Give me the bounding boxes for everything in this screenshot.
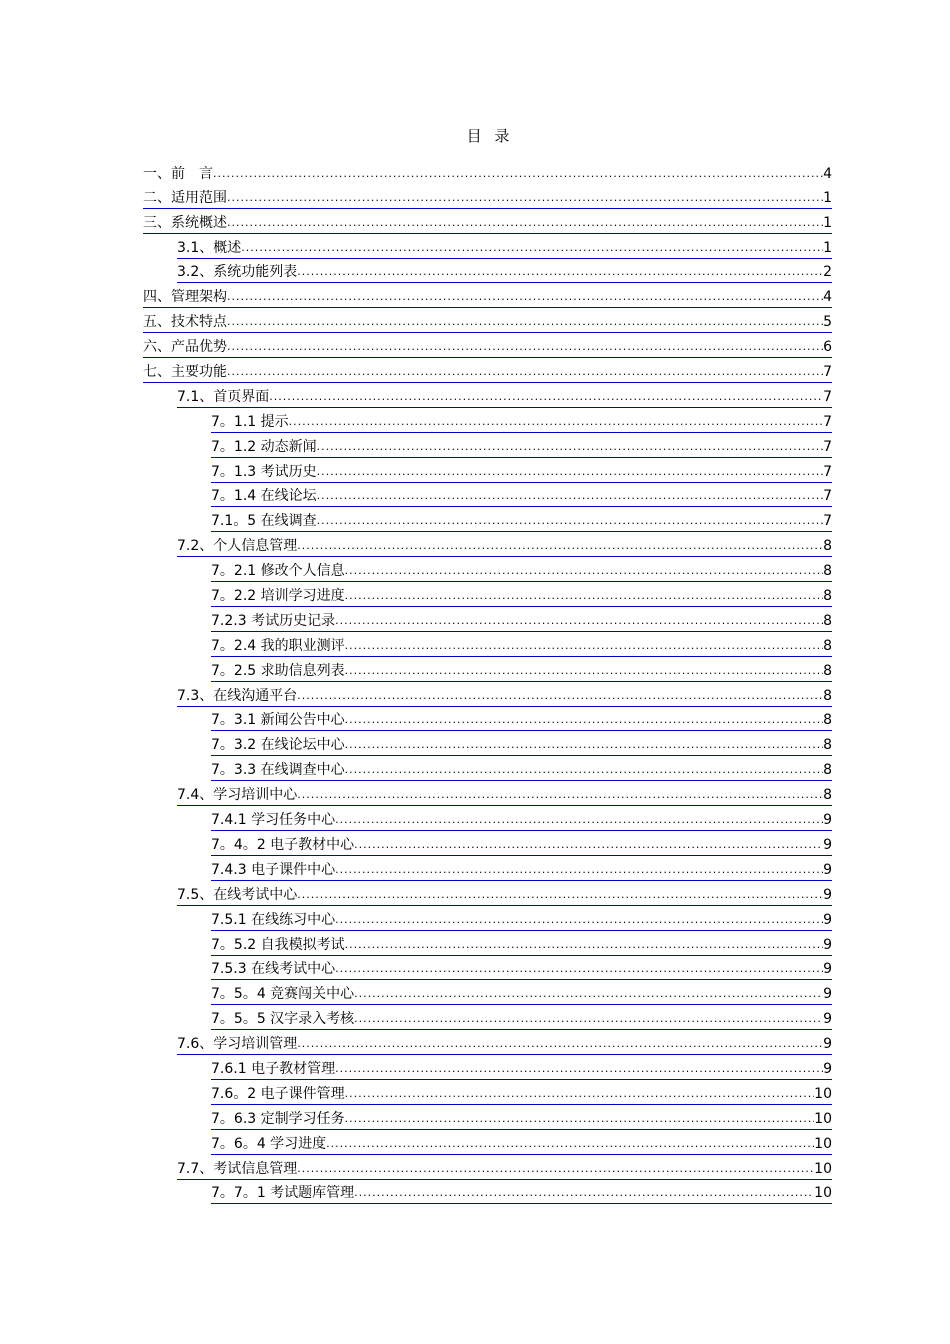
toc-entry[interactable] <box>143 632 832 657</box>
toc-entry-page-number: 9 <box>823 835 832 856</box>
toc-entry[interactable] <box>143 1030 832 1055</box>
toc-entry[interactable] <box>143 433 832 458</box>
page-title: 目 录 <box>466 127 514 145</box>
toc-dot-leader <box>345 1109 815 1130</box>
toc-entry[interactable] <box>143 1055 832 1080</box>
toc-entry[interactable] <box>143 881 832 906</box>
toc-entry-label: 7。2.4 我的职业测评 <box>211 636 345 657</box>
toc-dot-leader <box>227 213 823 234</box>
toc-dot-leader <box>297 1034 823 1055</box>
toc-entry-label: 7.6、学习培训管理 <box>177 1034 297 1055</box>
toc-entry[interactable] <box>143 657 832 682</box>
toc-entry-page-number: 8 <box>823 760 832 781</box>
toc-dot-leader <box>335 810 823 831</box>
toc-entry[interactable] <box>143 856 832 881</box>
toc-entry-label: 7。4。2 电子教材中心 <box>211 835 354 856</box>
toc-dot-leader <box>213 164 823 184</box>
toc-dot-leader <box>289 412 823 433</box>
toc-entry-label: 3.1、概述 <box>177 238 241 259</box>
toc-entry-page-number: 8 <box>823 735 832 756</box>
toc-entry-page-number: 7 <box>823 362 832 383</box>
toc-entry-page-number: 8 <box>823 686 832 707</box>
toc-entry[interactable] <box>143 507 832 532</box>
toc-entry-label: 7。2.5 求助信息列表 <box>211 661 345 682</box>
toc-entry[interactable] <box>143 557 832 582</box>
toc-entry-page-number: 7 <box>823 437 832 458</box>
toc-entry-label: 7。2.2 培训学习进度 <box>211 586 345 607</box>
toc-dot-leader <box>317 486 823 507</box>
toc-entry-label: 7。3.2 在线论坛中心 <box>211 735 345 756</box>
toc-entry-page-number: 7 <box>823 412 832 433</box>
toc-entry-label: 7。5。5 汉字录入考核 <box>211 1009 354 1030</box>
toc-entry-page-number: 10 <box>814 1183 832 1204</box>
toc-entry[interactable] <box>143 1080 832 1105</box>
toc-entry-label: 7。1.4 在线论坛 <box>211 486 317 507</box>
toc-entry[interactable] <box>143 956 832 981</box>
toc-entry-label: 七、主要功能 <box>143 362 227 383</box>
toc-entry-page-number: 10 <box>814 1159 832 1180</box>
toc-entry-page-number: 8 <box>823 785 832 806</box>
toc-entry-page-number: 8 <box>823 710 832 731</box>
toc-entry-page-number: 4 <box>823 165 832 182</box>
toc-entry-label: 7.1、首页界面 <box>177 387 269 408</box>
toc-entry-label: 7。6。4 学习进度 <box>211 1134 326 1155</box>
toc-entry[interactable] <box>143 756 832 781</box>
toc-entry-page-number: 10 <box>814 1084 832 1105</box>
toc-entry-page-number: 10 <box>814 1109 832 1130</box>
toc-entry-label: 7。1.2 动态新闻 <box>211 437 317 458</box>
toc-dot-leader <box>317 462 823 483</box>
toc-entry-label: 7.7、考试信息管理 <box>177 1159 297 1180</box>
toc-entry[interactable] <box>143 906 832 931</box>
toc-dot-leader <box>335 1059 823 1080</box>
toc-entry-page-number: 7 <box>823 387 832 408</box>
toc-dot-leader <box>345 586 823 607</box>
toc-entry-page-number: 9 <box>823 885 832 906</box>
toc-entry-page-number: 7 <box>823 486 832 507</box>
toc-entry[interactable] <box>143 582 832 607</box>
toc-dot-leader <box>345 735 823 756</box>
toc-dot-leader <box>345 561 823 582</box>
toc-entry-label: 7.4.1 学习任务中心 <box>211 810 335 831</box>
toc-entry[interactable] <box>143 209 832 234</box>
toc-entry-page-number: 9 <box>823 959 832 980</box>
toc-entry[interactable] <box>143 1105 832 1130</box>
toc-entry-label: 7.6。2 电子课件管理 <box>211 1084 345 1105</box>
toc-entry-label: 7。3.1 新闻公告中心 <box>211 710 345 731</box>
toc-entry-page-number: 1 <box>823 238 832 259</box>
toc-dot-leader <box>317 437 823 458</box>
toc-entry-label: 7.2、个人信息管理 <box>177 536 297 557</box>
toc-entry-label: 7。5。4 竞赛闯关中心 <box>211 984 354 1005</box>
toc-entry-page-number: 6 <box>823 337 832 358</box>
toc-entry[interactable] <box>143 931 832 956</box>
toc-dot-leader <box>227 287 823 308</box>
toc-entry[interactable] <box>143 1180 832 1205</box>
table-of-contents <box>143 159 832 1204</box>
toc-entry-label: 一、前 言 <box>143 165 213 182</box>
toc-entry-label: 7.5、在线考试中心 <box>177 885 297 906</box>
toc-dot-leader <box>227 362 823 383</box>
toc-dot-leader <box>241 238 823 259</box>
toc-dot-leader <box>335 910 823 931</box>
toc-dot-leader <box>335 860 823 881</box>
toc-dot-leader <box>297 686 823 707</box>
toc-dot-leader <box>269 387 823 408</box>
toc-dot-leader <box>345 661 823 682</box>
toc-entry-label: 7.1。5 在线调查 <box>211 511 317 532</box>
toc-entry-label: 3.2、系统功能列表 <box>177 262 297 283</box>
toc-entry-page-number: 9 <box>823 1059 832 1080</box>
toc-entry[interactable] <box>143 283 832 308</box>
toc-entry[interactable] <box>143 333 832 358</box>
toc-dot-leader <box>297 536 823 557</box>
toc-entry-page-number: 9 <box>823 910 832 931</box>
toc-dot-leader <box>354 1183 814 1204</box>
toc-dot-leader <box>335 611 823 632</box>
toc-entry-page-number: 5 <box>823 312 832 333</box>
toc-entry[interactable] <box>143 980 832 1005</box>
toc-entry-label: 六、产品优势 <box>143 337 227 358</box>
toc-entry-page-number: 8 <box>823 536 832 557</box>
toc-dot-leader <box>326 1134 814 1155</box>
toc-entry-page-number: 8 <box>823 611 832 632</box>
toc-entry-label: 7.4、学习培训中心 <box>177 785 297 806</box>
toc-entry-label: 7。5.2 自我模拟考试 <box>211 935 345 956</box>
toc-entry-page-number: 1 <box>823 213 832 234</box>
toc-entry[interactable] <box>143 1130 832 1155</box>
toc-dot-leader <box>345 1084 815 1105</box>
toc-dot-leader <box>227 312 823 333</box>
toc-dot-leader <box>297 1159 814 1180</box>
toc-entry[interactable] <box>143 408 832 433</box>
toc-entry-label: 五、技术特点 <box>143 312 227 333</box>
toc-entry[interactable] <box>143 234 832 259</box>
toc-entry-label: 7.3、在线沟通平台 <box>177 686 297 707</box>
toc-entry-label: 7.4.3 电子课件中心 <box>211 860 335 881</box>
toc-entry-label: 7。3.3 在线调查中心 <box>211 760 345 781</box>
toc-dot-leader <box>335 959 823 980</box>
toc-dot-leader <box>317 511 823 532</box>
toc-entry-page-number: 8 <box>823 586 832 607</box>
toc-dot-leader <box>345 636 823 657</box>
toc-entry-page-number: 8 <box>823 661 832 682</box>
toc-entry[interactable] <box>143 1005 832 1030</box>
toc-entry-page-number: 9 <box>823 1034 832 1055</box>
toc-entry-page-number: 8 <box>823 636 832 657</box>
toc-entry-label: 7.2.3 考试历史记录 <box>211 611 335 632</box>
toc-dot-leader <box>297 885 823 906</box>
toc-entry-label: 7。7。1 考试题库管理 <box>211 1183 354 1204</box>
toc-entry-label: 7.5.3 在线考试中心 <box>211 959 335 980</box>
toc-dot-leader <box>227 188 823 209</box>
toc-entry[interactable] <box>143 358 832 383</box>
toc-dot-leader <box>227 337 823 358</box>
toc-entry[interactable] <box>143 532 832 557</box>
toc-entry-page-number: 9 <box>823 810 832 831</box>
toc-entry-label: 7.5.1 在线练习中心 <box>211 910 335 931</box>
toc-dot-leader <box>354 835 823 856</box>
toc-entry[interactable] <box>143 831 832 856</box>
toc-entry-page-number: 2 <box>823 262 832 283</box>
toc-entry-label: 7。1.1 提示 <box>211 412 289 433</box>
toc-entry[interactable] <box>143 707 832 732</box>
toc-dot-leader <box>345 935 823 956</box>
toc-dot-leader <box>297 262 823 283</box>
toc-entry-label: 三、系统概述 <box>143 213 227 234</box>
toc-entry-page-number: 7 <box>823 462 832 483</box>
toc-entry[interactable] <box>143 259 832 284</box>
toc-entry-page-number: 1 <box>823 188 832 209</box>
toc-entry-page-number: 9 <box>823 984 832 1005</box>
toc-entry-label: 二、适用范围 <box>143 188 227 209</box>
toc-entry[interactable] <box>143 184 832 209</box>
toc-entry[interactable] <box>143 383 832 408</box>
toc-dot-leader <box>345 710 823 731</box>
toc-entry-label: 7。1.3 考试历史 <box>211 462 317 483</box>
toc-entry-label: 7。6.3 定制学习任务 <box>211 1109 345 1130</box>
toc-entry[interactable] <box>143 1155 832 1180</box>
toc-entry-label: 7.6.1 电子教材管理 <box>211 1059 335 1080</box>
toc-entry-page-number: 9 <box>823 860 832 881</box>
toc-entry[interactable] <box>143 458 832 483</box>
toc-entry-page-number: 9 <box>823 1009 832 1030</box>
toc-entry[interactable] <box>143 806 832 831</box>
toc-dot-leader <box>297 785 823 806</box>
toc-entry[interactable] <box>143 781 832 806</box>
toc-entry[interactable] <box>143 483 832 508</box>
toc-entry[interactable] <box>143 731 832 756</box>
toc-entry[interactable] <box>143 607 832 632</box>
toc-entry-page-number: 7 <box>823 511 832 532</box>
toc-dot-leader <box>345 760 823 781</box>
toc-dot-leader <box>354 984 823 1005</box>
toc-entry-page-number: 10 <box>814 1134 832 1155</box>
toc-entry-label: 四、管理架构 <box>143 287 227 308</box>
toc-dot-leader <box>354 1009 823 1030</box>
toc-entry-label: 7。2.1 修改个人信息 <box>211 561 345 582</box>
toc-entry-page-number: 4 <box>823 287 832 308</box>
toc-entry[interactable] <box>143 308 832 333</box>
toc-entry-page-number: 8 <box>823 561 832 582</box>
toc-entry-page-number: 9 <box>823 935 832 956</box>
toc-entry[interactable] <box>143 159 832 184</box>
toc-entry[interactable] <box>143 682 832 707</box>
